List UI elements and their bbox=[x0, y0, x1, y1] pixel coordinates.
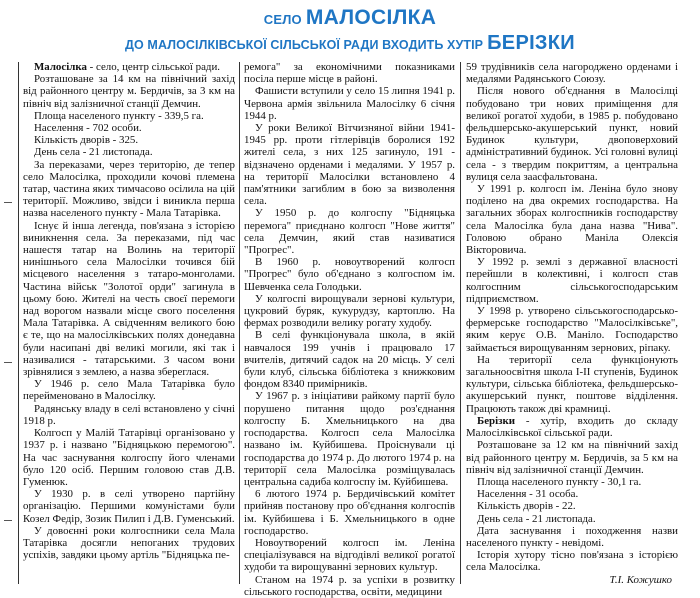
paragraph: В 1960 р. новоутворений колгосп "Прогрес" було об'єднано з колгоспом ім. Шевченка села Голодьки. bbox=[244, 256, 455, 293]
paragraph: За переказами, через територію, де тепер село Малосілка, проходили кочові племена татар, частина яких тимчасово осілила на цій території. Можливо, звідси і виникла перша назва населеного пункту - Мала Татарівка. bbox=[23, 158, 235, 220]
paragraph: У 1930 р. в селі утворено партійну організацію. Першими комуністами були Козел Федір, Зозик Пилип і Д.В. Гуменський. bbox=[23, 488, 235, 525]
paragraph: ремога" за економічними показниками посіла перше місце в районі. bbox=[244, 61, 455, 86]
paragraph-text: - хутір, входить до складу Малосілківської сільської ради. bbox=[466, 414, 678, 440]
column-divider bbox=[239, 62, 240, 584]
paragraph: Населення - 702 особи. bbox=[34, 122, 142, 135]
paragraph: У 1998 р. утворено сільськогосподарсько-фермерське господарство "Малосілківське", яким керує О.В. Маніло. Господарство займається вирощуванням зернових, ріпаку. bbox=[466, 305, 678, 354]
paragraph: У роки Великої Вітчизняної війни 1941-1945 рр. проти гітлерівців боролися 192 жителі села, з них 125 загинуло, 191 - відзначено орденами і медалями. У 1957 р. на території Малосілки встановлено 4 пам'ятники загиблим в бою за визволення села. bbox=[244, 122, 455, 208]
title-village-name: МАЛОСІЛКА bbox=[305, 6, 437, 29]
paragraph: У колгоспі вирощували зернові культури, цукровий буряк, кукурудзу, картоплю. На фермах розводили велику рогату худобу. bbox=[244, 292, 455, 330]
term-malosilka: Малосілка bbox=[34, 61, 87, 73]
paragraph: В селі функціонувала школа, в якій навчалося 199 учнів і працювало 17 вчителів, дитячий садок на 20 місць. У селі були клуб, сільська бібліотека з книжковим фондом 8340 примірників. bbox=[244, 329, 455, 391]
paragraph: Розташоване за 14 км на північний захід від районного центру м. Бердичів, за 3 км на північ від залізничної станції Демчин. bbox=[23, 73, 235, 110]
paragraph-text: - село, центр сільської ради. bbox=[86, 61, 221, 73]
paragraph: Станом на 1974 р. за успіхи в розвитку сільського господарства, освіти, медицини bbox=[244, 573, 455, 598]
column-3 bbox=[466, 60, 678, 586]
page-title bbox=[0, 6, 700, 30]
paragraph bbox=[23, 61, 235, 73]
paragraph: У довоєнні роки колгоспники села Мала Татарівка досягли непоганих трудових успіхів, завдяки цьому артіль "Бідняцька пе- bbox=[23, 524, 235, 562]
column-2 bbox=[244, 60, 455, 598]
paragraph: Площа населеного пункту - 339,5 га. bbox=[34, 109, 204, 122]
paragraph: Колгосп у Малій Татарівці організовано у 1937 р. і названо "Бідняцькою перемогою". На час заснування колгоспу його членами було 120 осіб. Першим головою став Д.В. Гуменюк. bbox=[23, 427, 235, 488]
margin-tick bbox=[4, 202, 12, 203]
paragraph: 59 трудівників села нагороджено орденами і медалями Радянського Союзу. bbox=[466, 61, 678, 86]
paragraph: Дата заснування і походження назви населеного пункту - невідомі. bbox=[466, 524, 678, 549]
paragraph: У 1950 р. до колгоспу "Бідняцька перемога" приєднано колгосп "Нове життя" села Демчин, який став називатися "Прогрес". bbox=[244, 207, 455, 257]
term-berizky: Берізки bbox=[477, 414, 516, 427]
paragraph: Радянську владу в селі встановлено у січні 1918 р. bbox=[23, 402, 235, 427]
paragraph bbox=[466, 415, 678, 439]
paragraph: День села - 21 листопада. bbox=[34, 146, 153, 159]
paragraph: У 1992 р. землі з державної власності перейшли в колективні, і колгосп став колгоспним сільськогосподарським підприємством. bbox=[466, 256, 678, 305]
margin-tick bbox=[4, 520, 12, 521]
paragraph: Кількість дворів - 325. bbox=[34, 134, 139, 147]
subtitle-prefix: ДО МАЛОСІЛКІВСЬКОЇ СІЛЬСЬКОЇ РАДИ ВХОДИТЬ ХУТІР bbox=[125, 38, 484, 52]
subtitle-hamlet-name: БЕРІЗКИ bbox=[487, 32, 575, 54]
page-header bbox=[0, 0, 700, 62]
paragraph: Кількість дворів - 22. bbox=[477, 500, 576, 513]
margin-tick bbox=[4, 362, 12, 363]
paragraph: День села - 21 листопада. bbox=[477, 512, 596, 525]
paragraph: 6 лютого 1974 р. Бердичівський комітет прийняв постанову про об'єднання колгоспів ім. Куйбишева і Б. Хмельницького в одне господарство. bbox=[244, 488, 455, 537]
paragraph: У 1991 р. колгосп ім. Леніна було знову поділено на два окремих господарства. На загальних зборах колгоспників господарству села Малосілка була дана назва "Нива". Головою обрано Маніла Олексія Вікторовича. bbox=[466, 183, 678, 257]
left-margin-rule bbox=[18, 62, 19, 584]
paragraph: Після нового об'єднання в Малосілці побудовано три нових приміщення для великої рогатої худоби, в 1985 р. побудовано фельдшерсько-акушерський пункт, новий Будинок культури, двоповерховий адміністративний будинок. Усі головні вулиці села - з твердим покриттям, а центральна вулиця села заасфальтована. bbox=[466, 85, 679, 183]
paragraph: Фашисти вступили у село 15 липня 1941 р. Червона армія звільнила Малосілку 6 січня 1944 р. bbox=[244, 85, 455, 122]
paragraph: Населення - 31 особа. bbox=[477, 488, 579, 501]
column-divider bbox=[460, 62, 461, 584]
paragraph: Існує й інша легенда, пов'язана з історією виникнення села. За переказами, під час нашестя татар на Волинь на території нинішнього села Малосілки точився бій місцевого населення з татаро-монголами. Частина військ "Золотої орди" загинула в цьому бою. Жителі на честь своєї перемоги над ворогом назвали місце свого поселення Мала Татарівка. А свідченням великого бою є те, що на малосілківських полях донедавна були насипані дві великі могили, які так і називалися - татарськими. З часом вони зрівнялися з землею, а назва збереглася. bbox=[23, 219, 235, 379]
page-subtitle bbox=[0, 32, 700, 55]
paragraph: У 1967 р. з ініціативи райкому партії було порушено питання щодо роз'єднання колгоспу Б. Хмельницького на два господарства. Колгосп села Малосілка названо ім. Куйбишева. Проіснували ці господарства до 1974 р. До лютого 1974 р. на території села Малосілка розміщувалась центральна садиба колгоспу ім. Куйбишева. bbox=[244, 390, 455, 488]
paragraph: Новоутворений колгосп ім. Леніна спеціалізувався на відгодівлі великої рогатої худоби та вирощуванні зернових культур. bbox=[244, 536, 455, 574]
paragraph: На території села функціонують загальноосвітня школа І-ІІ ступенів, Будинок культури, сільська бібліотека, фельдшерсько-акушерський пункт, поштове відділення. Працюють також дві крамниці. bbox=[466, 353, 678, 415]
paragraph: Розташоване за 12 км на північний захід від районного центру м. Бердичів, за 5 км на північ від залізничної станції Демчин. bbox=[466, 439, 678, 476]
paragraph: Площа населеного пункту - 30,1 га. bbox=[477, 475, 642, 488]
paragraph: У 1946 р. село Мала Татарівка було перейменовано в Малосілку. bbox=[23, 378, 235, 403]
article-body bbox=[0, 60, 700, 598]
paragraph: Історія хутору тісно пов'язана з історією села Малосілка. bbox=[466, 549, 678, 574]
author-signature: Т.І. Кожушко bbox=[609, 573, 672, 586]
title-prefix: СЕЛО bbox=[263, 12, 302, 27]
column-1 bbox=[23, 60, 235, 586]
